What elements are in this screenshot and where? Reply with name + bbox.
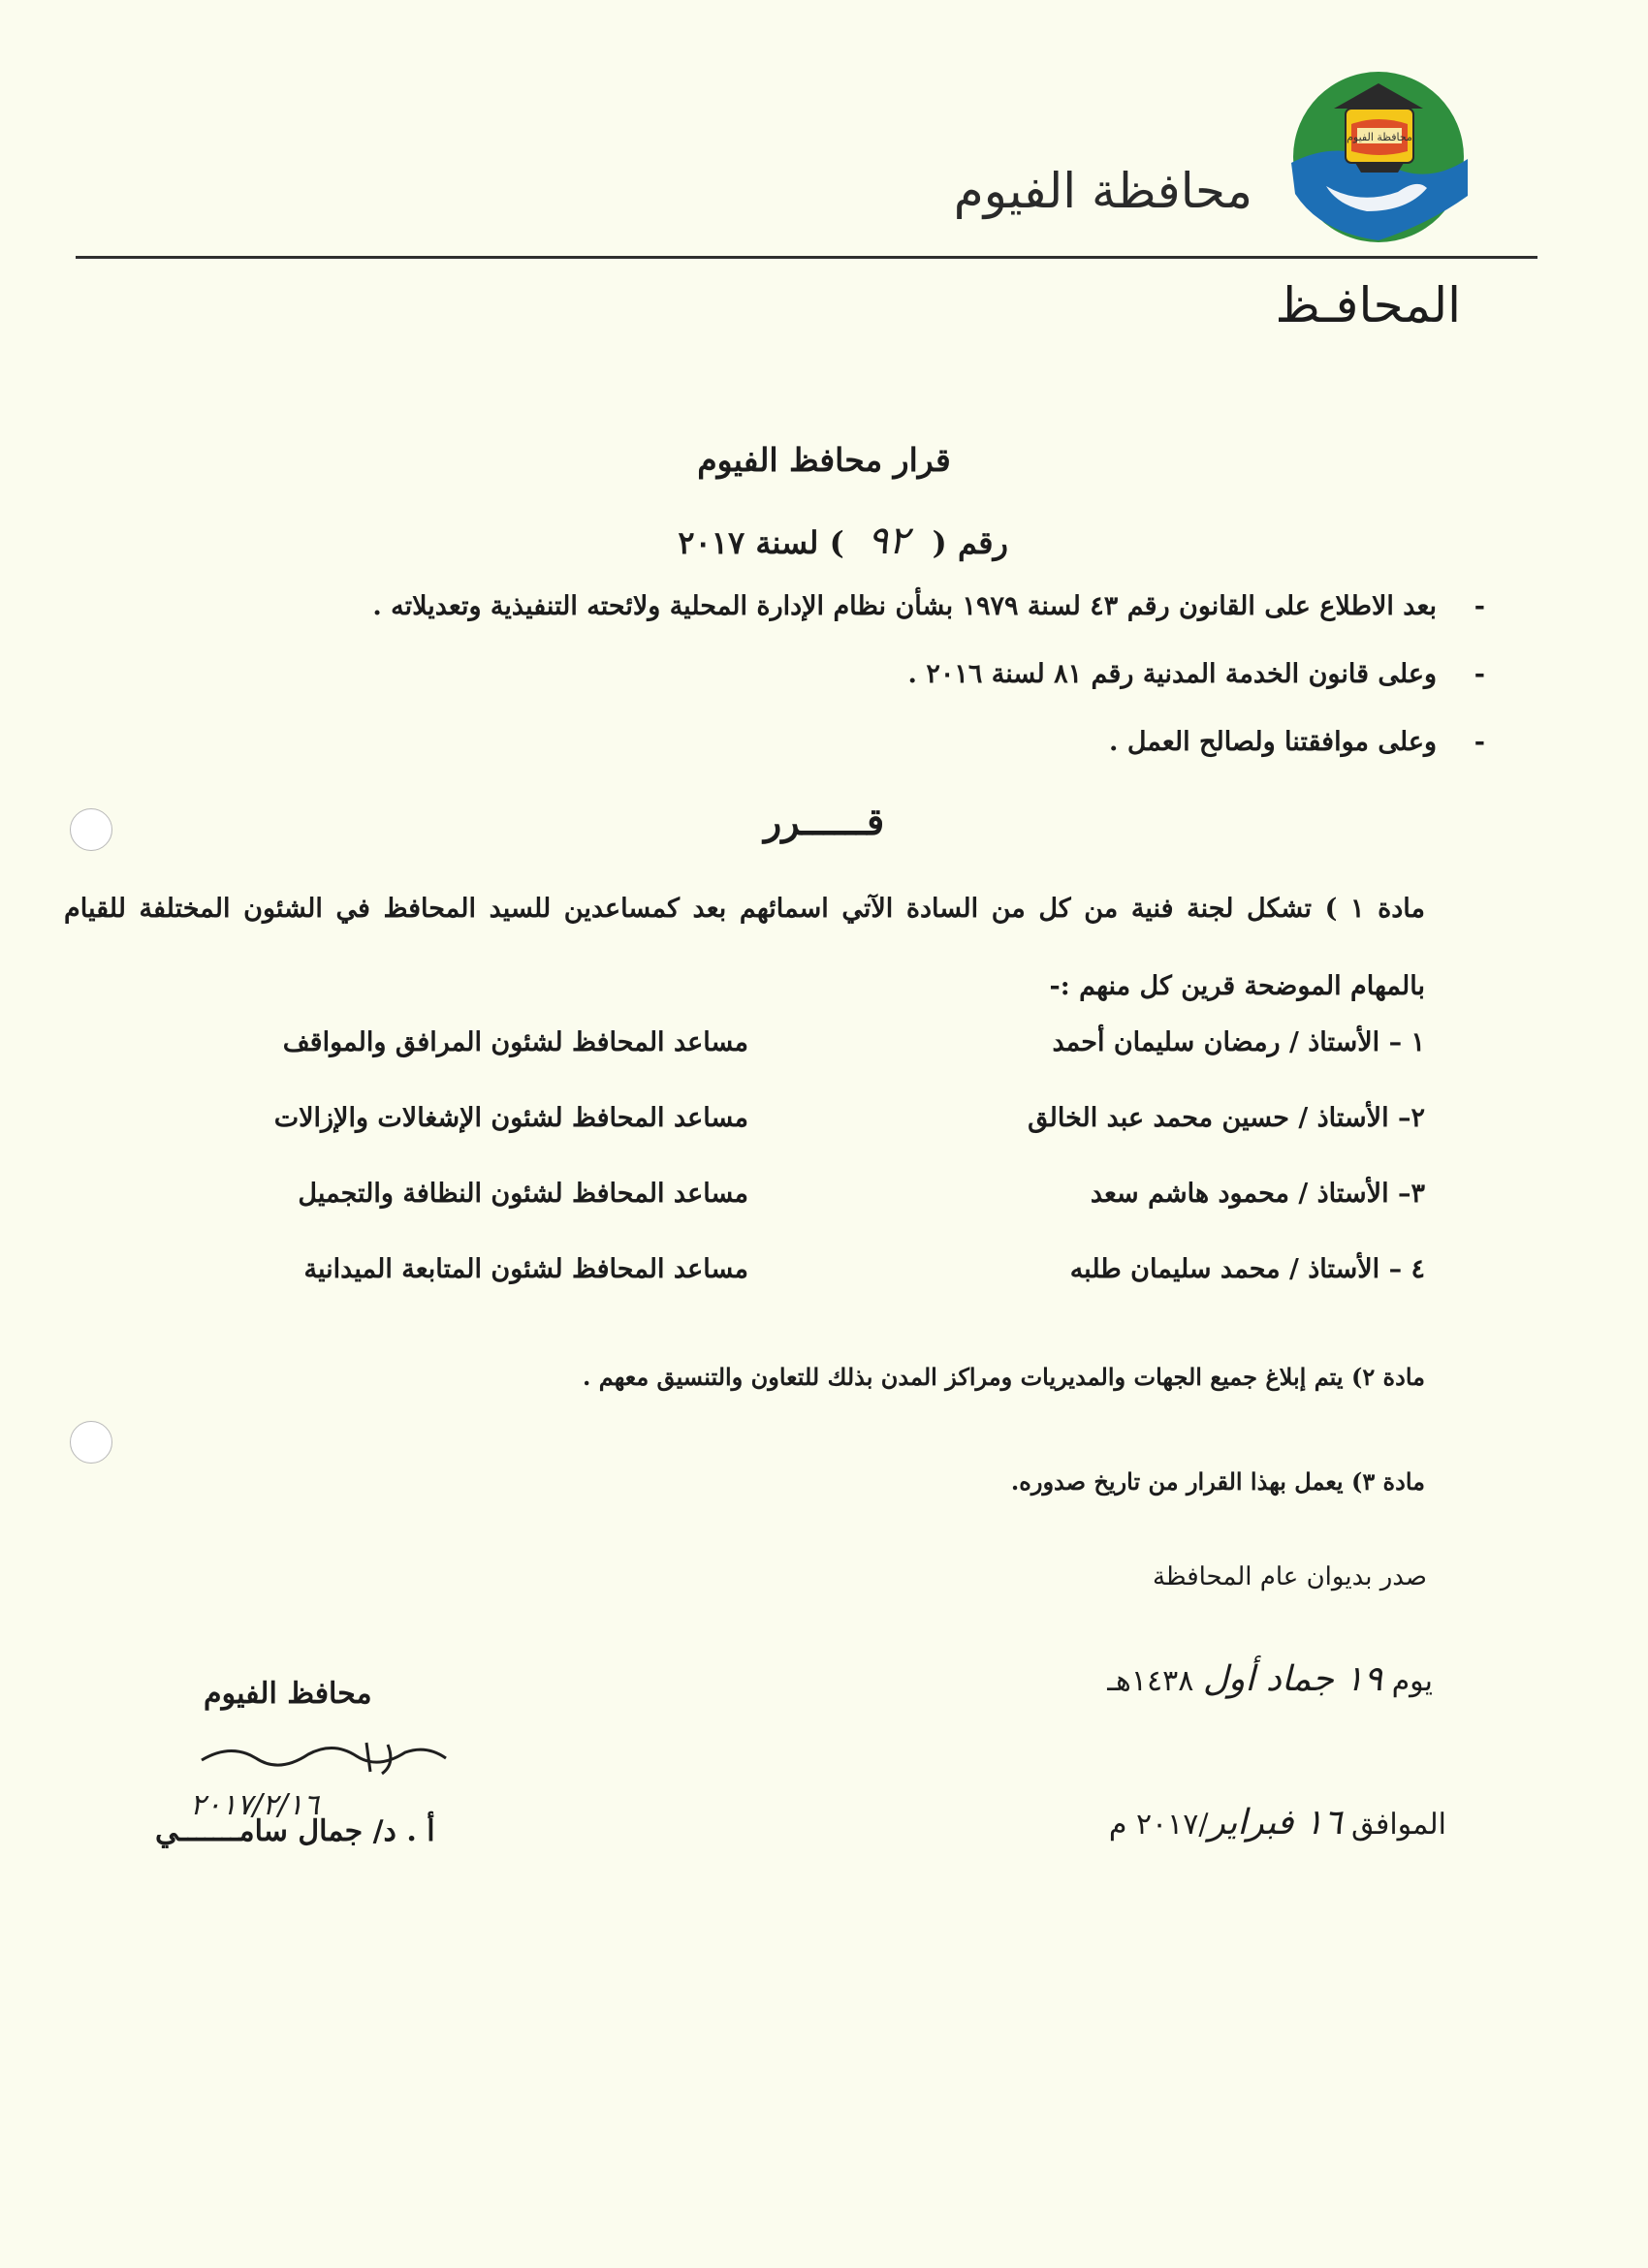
- article-3: مادة ٣) يعمل بهذا القرار من تاريخ صدوره.: [1010, 1467, 1425, 1496]
- hijri-date: [1107, 1659, 1433, 1699]
- organization-name: محافظة الفيوم: [953, 163, 1252, 219]
- member-name: ٢– الأستاذ / حسين محمد عبد الخالق: [1028, 1103, 1425, 1133]
- decree-number: ٩٢: [867, 519, 909, 563]
- office-title: المحافـظ: [1275, 277, 1461, 333]
- gregorian-date: [1109, 1803, 1446, 1843]
- member-name: ٤ – الأستاذ / محمد سليمان طلبه: [1069, 1254, 1425, 1284]
- signature-date: ٢٠١٧/٢/١٦: [190, 1788, 320, 1822]
- member-role: مساعد المحافظ لشئون المتابعة الميدانية: [303, 1254, 748, 1284]
- member-role: مساعد المحافظ لشئون المرافق والمواقف: [282, 1027, 748, 1057]
- governorate-logo: [1282, 70, 1475, 244]
- signatory-title: محافظ الفيوم: [204, 1677, 372, 1711]
- member-role: مساعد المحافظ لشئون الإشغالات والإزالات: [273, 1103, 748, 1133]
- preamble-text: بعد الاطلاع على القانون رقم ٤٣ لسنة ١٩٧٩ بشأن نظام الإدارة المحلية ولائحته التنفيذية وتعديلاته .: [372, 591, 1437, 621]
- hijri-year: ١٤٣٨هـ: [1107, 1664, 1194, 1698]
- member-role: مساعد المحافظ لشئون النظافة والتجميل: [298, 1179, 748, 1209]
- article-2: مادة ٢) يتم إبلاغ جميع الجهات والمديريات ومراكز المدن بذلك للتعاون والتنسيق معهم .: [583, 1363, 1425, 1391]
- issued-at: صدر بديوان عام المحافظة: [1152, 1562, 1427, 1591]
- preamble-item: [372, 591, 1485, 621]
- bullet-dash: -: [1474, 659, 1485, 689]
- decree-heading: قــــــرر: [763, 800, 885, 843]
- bullet-dash: -: [1474, 727, 1485, 757]
- preamble-item: [1109, 727, 1485, 757]
- greg-prefix: الموافق: [1350, 1808, 1446, 1842]
- preamble-text: وعلى موافقتنا ولصالح العمل .: [1109, 727, 1437, 757]
- preamble-text: وعلى قانون الخدمة المدنية رقم ٨١ لسنة ٢٠١٦ .: [907, 659, 1437, 689]
- signatory-name: أ . د/ جمال سامـــــــي: [155, 1814, 435, 1848]
- hijri-handwritten: ١٩ جماد أول: [1202, 1659, 1383, 1699]
- punch-hole-bottom: [70, 1421, 112, 1464]
- bullet-dash: -: [1474, 591, 1485, 621]
- number-prefix: رقم (: [932, 524, 1008, 561]
- greg-handwritten: ١٦ فبراير: [1208, 1803, 1343, 1843]
- decree-title: قرار محافظ الفيوم: [697, 441, 951, 479]
- number-suffix: ) لسنة ٢٠١٧: [678, 524, 844, 561]
- hijri-prefix: يوم: [1391, 1664, 1433, 1698]
- article-1: مادة ١ ) تشكل لجنة فنية من كل من السادة الآتي اسمائهم بعد كمساعدين للسيد المحافظ في الشئون المختلفة للقيام بالمهام الموضحة قرين كل منهم :-: [64, 894, 1425, 1001]
- preamble-item: [908, 659, 1485, 689]
- header-rule: [76, 256, 1537, 259]
- member-name: ٣– الأستاذ / محمود هاشم سعد: [1090, 1179, 1425, 1209]
- member-name: ١ – الأستاذ / رمضان سليمان أحمد: [1052, 1027, 1425, 1057]
- greg-year: /٢٠١٧ م: [1108, 1808, 1209, 1842]
- decree-number-line: [678, 519, 1008, 563]
- svg-text:محافظة الفيوم: محافظة الفيوم: [1347, 131, 1412, 143]
